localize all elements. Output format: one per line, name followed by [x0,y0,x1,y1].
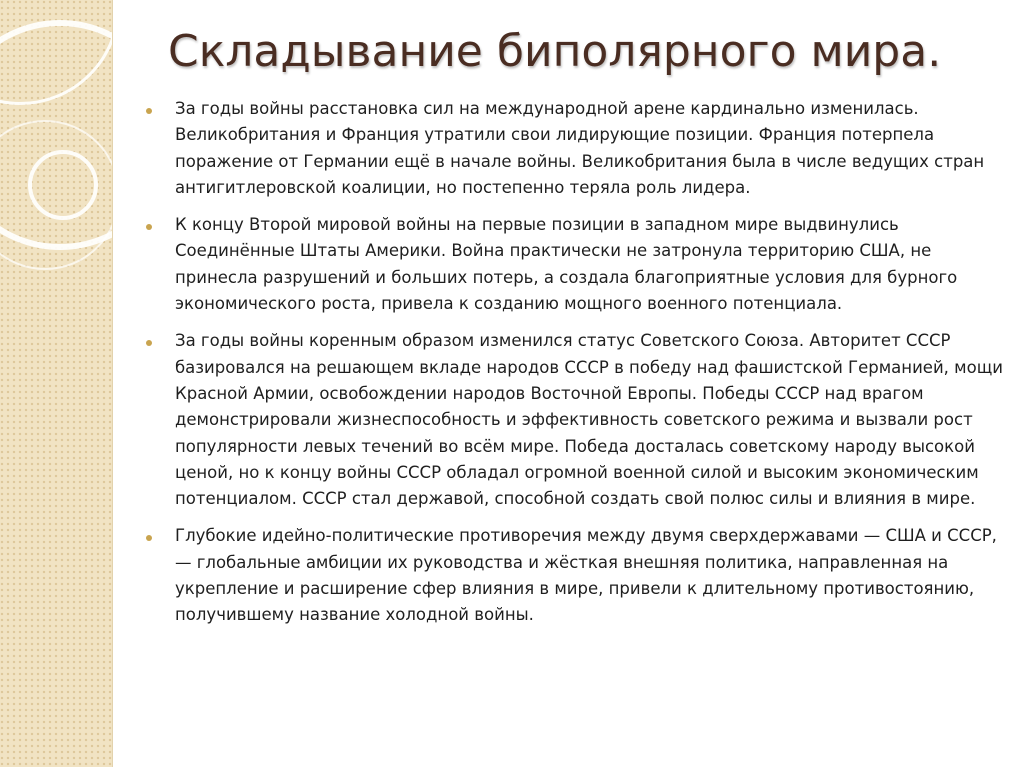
decorative-ring [28,150,98,220]
bullet-item [146,212,1006,317]
bullet-text: К концу Второй мировой войны на первые позиции в западном мире выдвинулись Соединённые Штаты Америки. Война практически не затронула территорию США, не принесла разрушений и больших потерь, а создала благоприятные условия для бурного экономического роста, привела к созданию мощного военного потенциала. [175,215,958,314]
bullet-text: Глубокие идейно-политические противоречия между двумя сверхдержавами — США и СССР, — глобальные амбиции их руководства и жёсткая внешняя политика, направленная на укрепление и расширение сфер влияния в мире, привели к длительному противостоянию, получившему название холодной войны. [175,526,997,625]
bullet-list [146,96,1006,640]
decorative-sidebar [0,0,112,767]
bullet-dot-icon [146,224,152,230]
bullet-item [146,328,1006,512]
bullet-text: За годы войны коренным образом изменился статус Советского Союза. Авторитет СССР базировался на решающем вкладе народов СССР в победу над фашистской Германией, мощи Красной Армии, освобождении народов Восточной Европы. Победы СССР над врагом демонстрировали жизнеспособность и эффективность советского режима и вызвали рост популярности левых течений во всём мире. Победа досталась советскому народу высокой ценой, но к концу войны СССР обладал огромной военной силой и высоким экономическим потенциалом. СССР стал державой, способной создать свой полюс силы и влияния в мире. [175,331,1003,509]
bullet-item [146,523,1006,628]
bullet-dot-icon [146,108,152,114]
bullet-dot-icon [146,535,152,541]
bullet-text: За годы войны расстановка сил на международной арене кардинально изменилась. Великобритания и Франция утратили свои лидирующие позиции. Франция потерпела поражение от Германии ещё в начале войны. Великобритания была в числе ведущих стран антигитлеровской коалиции, но постепенно теряла роль лидера. [175,99,985,197]
sidebar-divider [112,0,113,767]
bullet-item [146,96,1006,201]
bullet-dot-icon [146,340,152,346]
slide-title: Складывание биполярного мира. [168,26,942,77]
